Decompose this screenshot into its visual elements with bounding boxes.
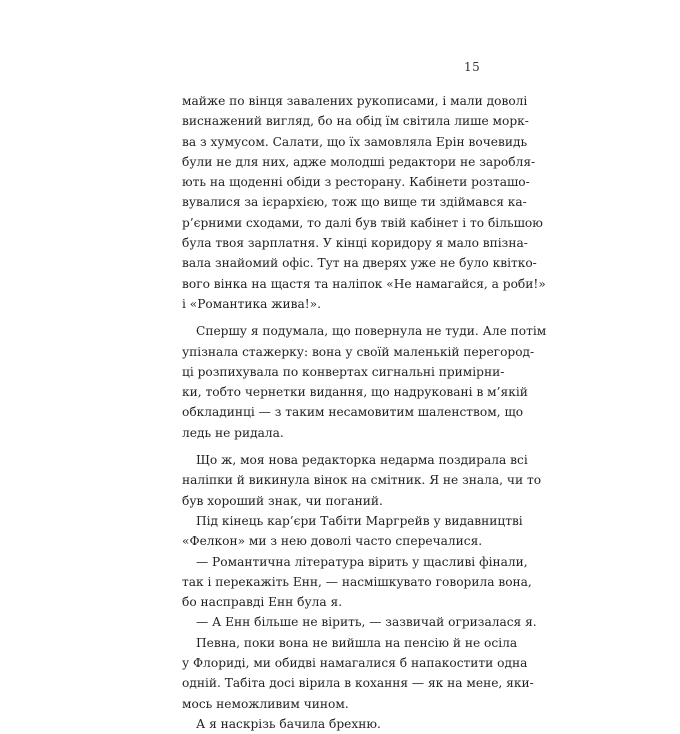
text-line: р’єрними сходами, то далі був твій кабінет і то більшою: [182, 215, 543, 230]
text-line: був хороший знак, чи поганий.: [182, 493, 383, 508]
text-line: Що ж, моя нова редакторка недарма поздирала всі: [196, 453, 528, 468]
text-line: була твоя зарплатня. У кінці коридору я мало впізна-: [182, 236, 528, 251]
text-line: ва з хумусом. Салати, що їх замовляла Ерін вочевидь: [182, 134, 528, 149]
text-line: — А Енн більше не вірить, — зазвичай огризалася я.: [196, 615, 537, 630]
text-line: так і перекажіть Енн, — насмішкувато говорила вона,: [182, 574, 532, 589]
page-number: 15: [464, 60, 481, 74]
text-line: «Фелкон» ми з нею доволі часто сперечалися.: [182, 534, 483, 549]
text-line: вувалися за ієрархією, тож що вище ти здіймався ка-: [182, 195, 527, 210]
text-line: мось неможливим чином.: [182, 696, 349, 711]
text-line: — Романтична література вірить у щасливі фінали,: [196, 554, 528, 569]
text-line: ки, тобто чернетки видання, що надруковані в м’якій: [182, 385, 528, 400]
paragraph: [182, 633, 534, 714]
paragraph: [182, 552, 532, 613]
text-line: майже по вінця завалених рукописами, і мали доволі: [182, 94, 528, 108]
text-line: вого вінка на щастя та наліпок «Не намагайся, а роби!»: [182, 276, 546, 291]
text-line: наліпки й викинула вінок на смітник. Я не знала, чи то: [182, 473, 542, 488]
text-line: Певна, поки вона не вийшла на пенсію й не осіла: [196, 635, 518, 650]
paragraph: [182, 91, 546, 314]
text-line: вала знайомий офіс. Тут на дверях уже не було квітко-: [182, 256, 537, 271]
text-line: і «Романтика жива!».: [182, 296, 321, 311]
text-line: ці розпихувала по конвертах сигнальні примірни-: [182, 364, 505, 379]
text-line: бо насправді Енн була я.: [182, 595, 343, 610]
text-line: у Флориді, ми обидві намагалися б напакостити одна: [182, 656, 528, 671]
text-line: одній. Табіта досі вірила в кохання — як на мене, яки-: [182, 676, 534, 691]
text-line: А я наскрізь бачила брехню.: [196, 716, 381, 731]
body-text: [182, 91, 547, 734]
paragraph: [182, 714, 487, 734]
text-line: були не для них, адже молодші редактори не заробля-: [182, 154, 536, 169]
paragraph: [182, 612, 537, 632]
text-line: виснажений вигляд, бо на обід їм світила лише морк-: [182, 114, 529, 129]
paragraph: [182, 511, 523, 552]
paragraph: [182, 321, 547, 443]
text-line: ють на щоденні обіди з ресторану. Кабінети розташо-: [182, 175, 530, 190]
text-line: Спершу я подумала, що повернула не туди. Але потім: [196, 324, 547, 339]
text-line: Під кінець кар’єри Табіти Маргрейв у видавництві: [196, 513, 523, 528]
paragraph: [182, 450, 542, 511]
text-line: упізнала стажерку: вона у своїй маленькій перегород-: [182, 344, 535, 359]
text-line: обкладинці — з таким несамовитим шаленством, що: [182, 405, 524, 420]
text-line: ледь не ридала.: [182, 425, 284, 440]
